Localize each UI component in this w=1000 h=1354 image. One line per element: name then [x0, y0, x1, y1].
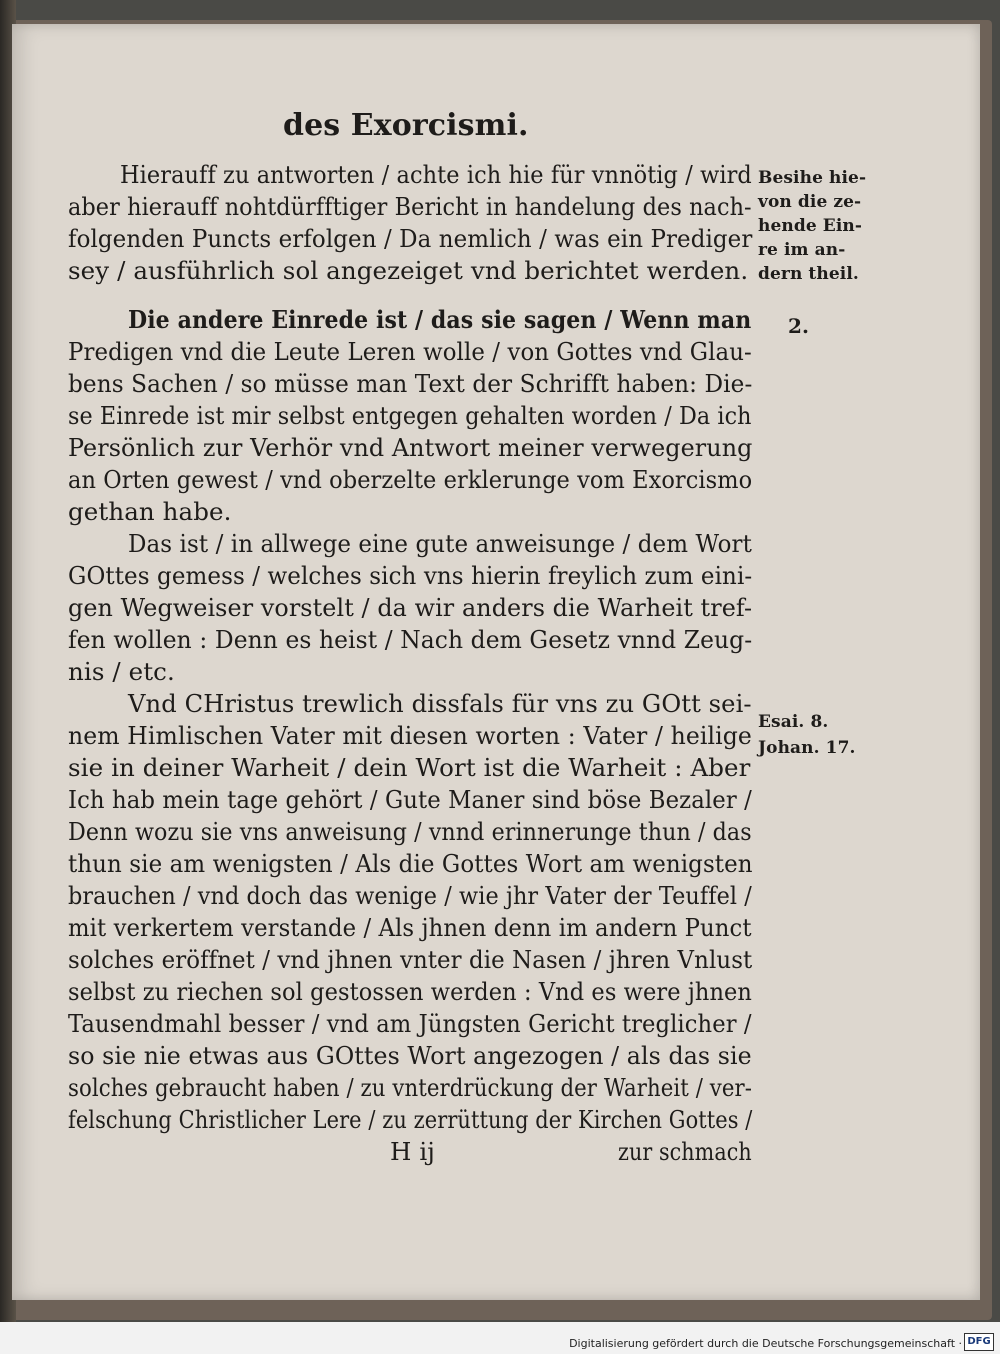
dfg-logo: DFG	[964, 1333, 994, 1351]
text-line: Predigen vnd die Leute Leren wolle / von Gottes vnd Glau-	[68, 337, 752, 366]
margin-note-line: von die ze-	[758, 192, 862, 212]
footer-credit: Digitalisierung gefördert durch die Deutsche Forschungsgemeinschaft ·	[569, 1337, 962, 1350]
text-line: aber hierauff nohtdürfftiger Bericht in handelung des nach-	[68, 192, 752, 221]
text-line: so sie nie etwas aus GOttes Wort angezogen / als das sie	[68, 1041, 752, 1070]
text-line: gethan habe.	[68, 497, 232, 526]
margin-note-line: re im an-	[758, 240, 846, 260]
text-line: selbst zu riechen sol gestossen werden : Vnd es were jhnen	[68, 977, 752, 1006]
text-line: felschung Christlicher Lere / zu zerrüttung der Kirchen Gottes /	[68, 1105, 753, 1134]
text-line: mit verkertem verstande / Als jhnen denn im andern Punct	[68, 913, 752, 942]
page-heading: des Exorcismi.	[283, 108, 529, 143]
text-line: nem Himlischen Vater mit diesen worten : Vater / heilige	[68, 721, 752, 750]
text-line: GOttes gemess / welches sich vns hierin freylich zum eini-	[68, 561, 753, 590]
text-line: se Einrede ist mir selbst entgegen gehalten worden / Da ich	[68, 401, 752, 430]
text-line: Tausendmahl besser / vnd am Jüngsten Gericht treglicher /	[68, 1009, 752, 1038]
text-line: Ich hab mein tage gehört / Gute Maner sind böse Bezaler /	[68, 785, 752, 814]
text-line: gen Wegweiser vorstelt / da wir anders die Warheit tref-	[68, 593, 753, 622]
text-line: sey / ausführlich sol angezeiget vnd berichtet werden.	[68, 256, 749, 285]
text-line: Die andere Einrede ist / das sie sagen / Wenn man	[128, 305, 752, 334]
margin-reference: Johan. 17.	[758, 738, 856, 758]
text-line: Persönlich zur Verhör vnd Antwort meiner verwegerung	[68, 433, 753, 462]
text-line: fen wollen : Denn es heist / Nach dem Gesetz vnnd Zeug-	[68, 625, 753, 654]
text-line: sie in deiner Warheit / dein Wort ist die Warheit : Aber	[68, 753, 751, 782]
text-line: nis / etc.	[68, 657, 175, 686]
text-line: an Orten gewest / vnd oberzelte erklerunge vom Exorcismo	[68, 465, 753, 494]
text-line: solches eröffnet / vnd jhnen vnter die Nasen / jhren Vnlust	[68, 945, 753, 974]
margin-note-line: dern theil.	[758, 264, 859, 284]
text-line: Denn wozu sie vns anweisung / vnnd erinnerunge thun / das	[68, 817, 752, 846]
text-line: thun sie am wenigsten / Als die Gottes Wort am wenigsten	[68, 849, 753, 878]
text-line: bens Sachen / so müsse man Text der Schrifft haben: Die-	[68, 369, 753, 398]
signature-mark: H ij	[390, 1137, 435, 1166]
text-line: folgenden Puncts erfolgen / Da nemlich / was ein Prediger	[68, 224, 753, 253]
margin-reference: Esai. 8.	[758, 712, 829, 732]
margin-note-line: hende Ein-	[758, 216, 862, 236]
text-line: Hierauff zu antworten / achte ich hie für vnnötig / wird	[120, 160, 752, 189]
text-line: Das ist / in allwege eine gute anweisunge / dem Wort	[128, 529, 752, 558]
catchword: zur schmach	[618, 1137, 752, 1166]
margin-number: 2.	[788, 314, 810, 338]
text-line: brauchen / vnd doch das wenige / wie jhr Vater der Teuffel /	[68, 881, 752, 910]
margin-note-line: Besihe hie-	[758, 168, 867, 188]
text-line: Vnd CHristus trewlich dissfals für vns zu GOtt sei-	[128, 689, 752, 718]
text-line: solches gebraucht haben / zu vnterdrückung der Warheit / ver-	[68, 1073, 753, 1102]
